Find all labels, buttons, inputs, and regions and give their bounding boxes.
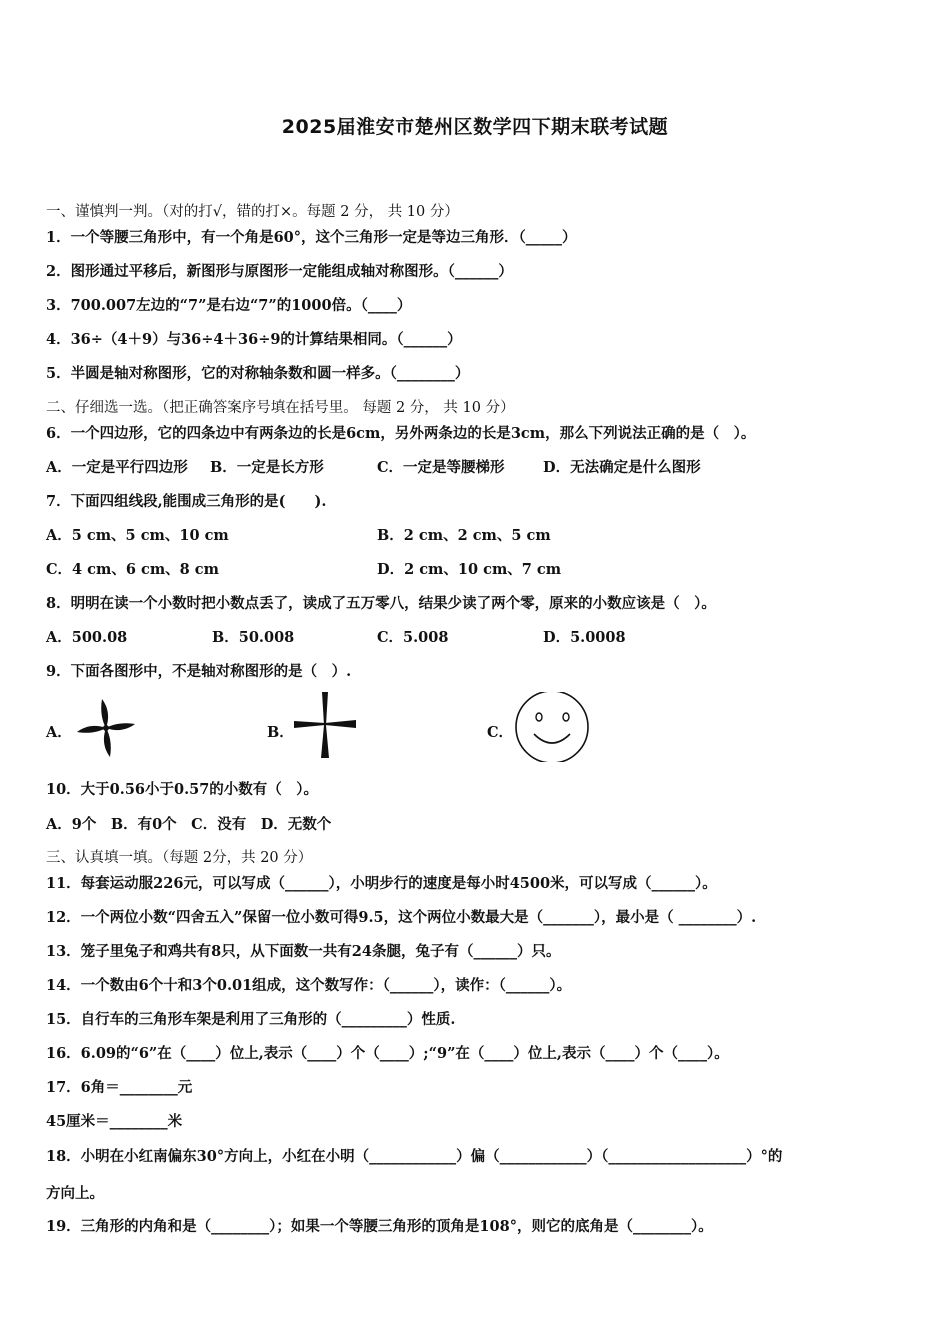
question-5: 5．半圆是轴对称图形，它的对称轴条数和圆一样多。（________）: [46, 365, 470, 382]
question-4: 4．36÷（4＋9）与36÷4＋36÷9的计算结果相同。（______）: [46, 331, 462, 348]
smiley-face-figure-icon: [514, 692, 592, 762]
question-11: 11．每套运动服226元，可以写成（______），小明步行的速度是每小时4500米，可以写成（______）。: [46, 875, 717, 892]
question-17-part-2: 45厘米＝________米: [46, 1113, 183, 1130]
q8-option-a: A．500.08: [46, 629, 128, 646]
q10-options: A．9个 B．有0个 C．没有 D．无数个: [46, 816, 332, 833]
q9-option-a-label: A．: [46, 724, 72, 741]
page-title: 2025届淮安市楚州区数学四下期末联考试题: [281, 116, 669, 138]
question-6: 6．一个四边形，它的四条边中有两条边的长是6cm，另外两条边的长是3cm，那么下列说法正确的是（ ）。: [46, 425, 756, 442]
q7-option-b: B．2 cm、2 cm、5 cm: [377, 527, 551, 544]
q8-option-c: C．5.008: [377, 629, 449, 646]
pinwheel-figure-icon: [72, 695, 140, 761]
question-2: 2．图形通过平移后，新图形与原图形一定能组成轴对称图形。（______）: [46, 263, 513, 280]
q8-option-b: B．50.008: [212, 629, 295, 646]
question-19: 19．三角形的内角和是（________）；如果一个等腰三角形的顶角是108°，则它的底角是（________）。: [46, 1218, 713, 1235]
section-heading-2: 二、仔细选一选。（把正确答案序号填在括号里。 每题 2 分， 共 10 分）: [46, 400, 515, 416]
question-17: 17．6角＝________元: [46, 1079, 193, 1096]
question-12: 12．一个两位小数“四舍五入”保留一位小数可得9.5，这个两位小数最大是（_______），最小是（ ________）.: [46, 909, 757, 926]
q6-option-c: C．一定是等腰梯形: [377, 459, 505, 476]
question-14: 14．一个数由6个十和3个0.01组成，这个数写作：（______），读作：（______）。: [46, 977, 572, 994]
question-8: 8．明明在读一个小数时把小数点丢了，读成了五万零八，结果少读了两个零，原来的小数应该是（ ）。: [46, 595, 716, 612]
section-heading-1: 一、谨慎判一判。（对的打√，错的打×。每题 2 分， 共 10 分）: [46, 204, 459, 220]
question-18-continued: 方向上。: [46, 1185, 104, 1202]
q7-option-c: C．4 cm、6 cm、8 cm: [46, 561, 219, 578]
q7-option-d: D．2 cm、10 cm、7 cm: [377, 561, 562, 578]
four-point-star-figure-icon: [292, 690, 358, 760]
question-16: 16．6.09的“6”在（____）位上,表示（____）个（____）;“9”在（____）位上,表示（____）个（____）。: [46, 1045, 729, 1062]
q9-option-c-label: C．: [487, 724, 514, 741]
question-3: 3．700.007左边的“7”是右边“7”的1000倍。（____）: [46, 297, 412, 314]
q6-option-a: A．一定是平行四边形: [46, 459, 188, 476]
q9-option-b-label: B．: [267, 724, 294, 741]
q6-option-b: B．一定是长方形: [210, 459, 324, 476]
q6-option-d: D．无法确定是什么图形: [543, 459, 701, 476]
question-18: 18．小明在小红南偏东30°方向上，小红在小明（____________）偏（____________）（___________________）°的: [46, 1148, 783, 1165]
question-10: 10．大于0.56小于0.57的小数有（ ）。: [46, 781, 319, 798]
question-1: 1．一个等腰三角形中，有一个角是60°，这个三角形一定是等边三角形．（_____）: [46, 229, 577, 246]
question-13: 13．笼子里兔子和鸡共有8只，从下面数一共有24条腿，兔子有（______）只。: [46, 943, 561, 960]
section-heading-3: 三、认真填一填。（每题 2分，共 20 分）: [46, 850, 313, 866]
question-15: 15．自行车的三角形车架是利用了三角形的（_________）性质.: [46, 1011, 456, 1028]
question-7: 7．下面四组线段,能围成三角形的是( ).: [46, 493, 327, 510]
q7-option-a: A．5 cm、5 cm、10 cm: [46, 527, 229, 544]
q8-option-d: D．5.0008: [543, 629, 626, 646]
question-9: 9．下面各图形中，不是轴对称图形的是（ ）.: [46, 663, 352, 680]
